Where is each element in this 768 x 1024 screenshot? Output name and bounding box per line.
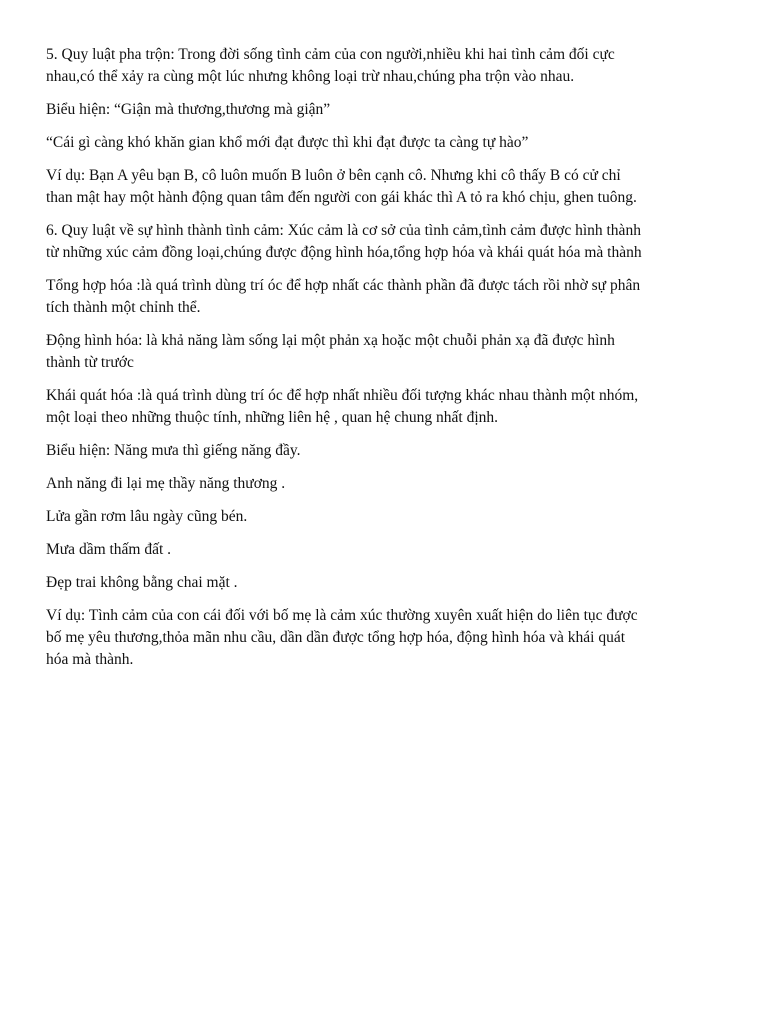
paragraph-quote: “Cái gì càng khó khăn gian khổ mới đạt được thì khi đạt được ta càng tự hào” xyxy=(46,134,529,151)
paragraph-law-of-mixing: 5. Quy luật pha trộn: Trong đời sống tình cảm của con người,nhiều khi hai tình cảm đối cực nhau,có thể xảy ra cùng một lúc nhưng không loại trừ nhau,chúng pha trộn vào nhau. xyxy=(46,46,615,85)
paragraph-expression-1: Biểu hiện: “Giận mà thương,thương mà giận” xyxy=(46,101,331,118)
document-page xyxy=(46,44,736,682)
paragraph-example-1: Ví dụ: Bạn A yêu bạn B, cô luôn muốn B luôn ở bên cạnh cô. Nhưng khi cô thấy B có cử chỉ than mật hay một hành động quan tâm đến người con gái khác thì A tỏ ra khó chịu, ghen tuông. xyxy=(46,167,637,206)
paragraph-dynamic-stereotype-definition: Động hình hóa: là khả năng làm sống lại một phản xạ hoặc một chuỗi phản xạ đã được hình thành từ trước xyxy=(46,332,615,371)
paragraph-generalization-definition: Khái quát hóa :là quá trình dùng trí óc để hợp nhất nhiều đối tượng khác nhau thành một nhóm, một loại theo những thuộc tính, những liên hệ , quan hệ chung nhất định. xyxy=(46,387,639,426)
paragraph-proverb-2: Lửa gần rơm lâu ngày cũng bén. xyxy=(46,508,248,525)
paragraph-expression-2: Biểu hiện: Năng mưa thì giếng năng đầy. xyxy=(46,442,301,459)
paragraph-law-of-formation: 6. Quy luật về sự hình thành tình cảm: Xúc cảm là cơ sở của tình cảm,tình cảm được hình thành từ những xúc cảm đồng loại,chúng được động hình hóa,tổng hợp hóa và khái quát hóa mà thành xyxy=(46,222,642,261)
paragraph-example-2: Ví dụ: Tình cảm của con cái đối với bố mẹ là cảm xúc thường xuyên xuất hiện do liên tục được bố mẹ yêu thương,thỏa mãn nhu cầu, dần dần được tổng hợp hóa, động hình hóa và khái quát hóa mà thành. xyxy=(46,607,638,668)
paragraph-synthesis-definition: Tổng hợp hóa :là quá trình dùng trí óc để hợp nhất các thành phần đã được tách rồi nhờ sự phân tích thành một chỉnh thể. xyxy=(46,277,641,316)
paragraph-proverb-3: Mưa dầm thấm đất . xyxy=(46,541,172,558)
paragraph-proverb-4: Đẹp trai không bằng chai mặt . xyxy=(46,574,238,591)
paragraph-proverb-1: Anh năng đi lại mẹ thầy năng thương . xyxy=(46,475,286,492)
